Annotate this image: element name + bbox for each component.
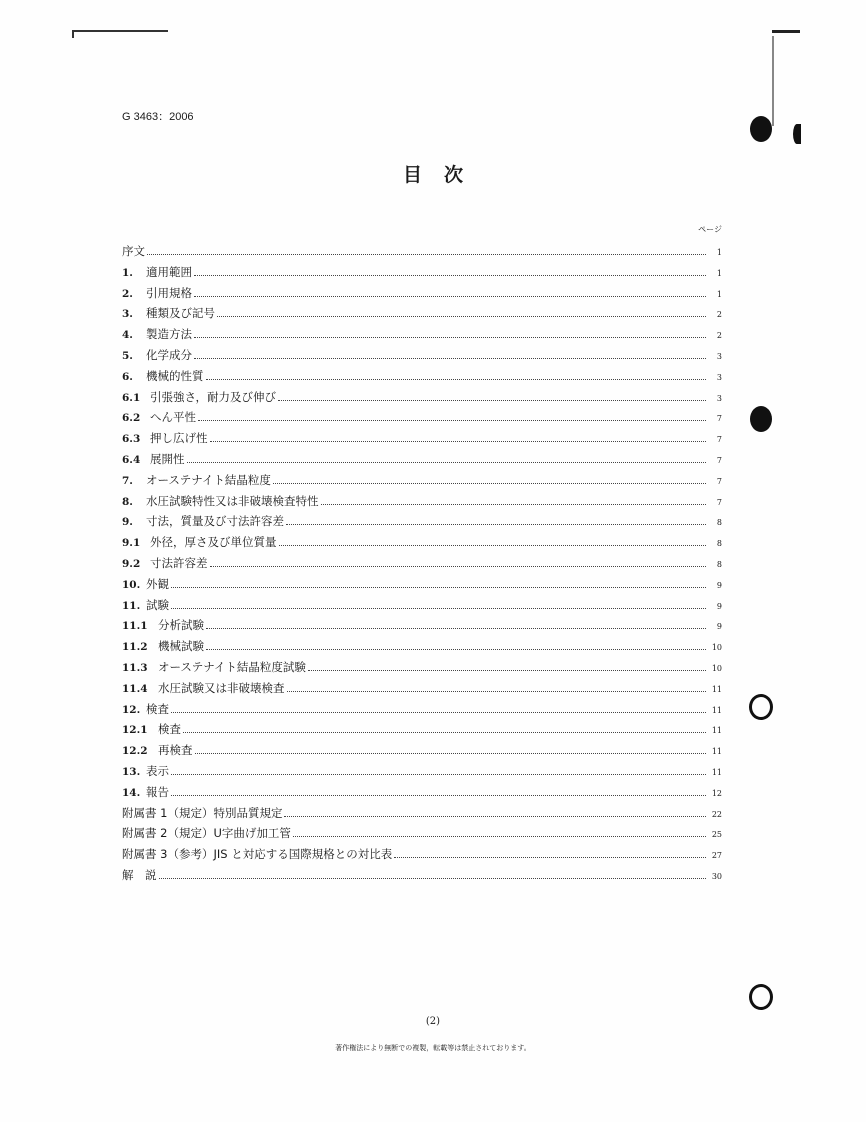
toc-leader-dots [321,504,707,505]
toc-entry-page: 7 [716,497,722,507]
toc-entry-label: 展開性 [150,451,185,466]
toc-entry [122,701,722,722]
toc-entry [122,513,722,534]
toc-entry-label: 附属書 3（参考）JIS と対応する国際規格との対比表 [122,847,393,862]
toc-entry-page: 10 [711,643,722,653]
toc-leader-dots [210,441,707,442]
binder-hole [750,406,772,432]
binder-hole-ring [749,694,773,720]
toc-entry-page: 7 [716,455,722,465]
toc-entry [122,659,722,680]
toc-entry-label: 分析試験 [158,618,204,633]
toc-entry-page: 11 [711,767,722,777]
toc-leader-dots [206,649,706,650]
toc-entry-page: 8 [716,559,722,569]
toc-entry [122,347,722,368]
toc-entry-number: 6. [122,370,133,383]
toc-leader-dots [147,254,706,255]
toc-leader-dots [194,337,706,338]
toc-leader-dots [210,566,707,567]
toc-entry-label: 適用範囲 [146,264,192,279]
toc-entry-page: 2 [716,310,722,320]
toc-entry [122,597,722,618]
toc-entry [122,243,722,264]
toc-entry-page: 30 [711,871,722,881]
toc-entry [122,680,722,701]
toc-entry-number: 9.2 [122,557,141,570]
toc-entry-page: 8 [716,518,722,528]
toc-entry [122,326,722,347]
toc-entry-label: 表示 [146,763,169,778]
toc-entry-page: 1 [716,268,722,278]
toc-entry-number: 6.1 [122,391,141,404]
toc-entry [122,534,722,555]
toc-entry-label: 外観 [146,576,169,591]
binder-hole [750,116,772,142]
toc-entry [122,472,722,493]
toc-entry-page: 22 [711,809,722,819]
toc-leader-dots [183,732,706,733]
toc-entry-number: 9.1 [122,537,141,550]
toc-entry-page: 25 [711,830,722,840]
toc-entry-page: 3 [716,351,722,361]
toc-leader-dots [171,774,706,775]
toc-leader-dots [171,608,706,609]
toc-leader-dots [194,358,706,359]
toc-entry [122,451,722,472]
toc-entry [122,389,722,410]
toc-entry-number: 6.2 [122,412,141,425]
scan-artifact-tick [72,30,74,38]
toc-entry-label: 再検査 [158,743,193,758]
page-column-label: ページ [698,225,722,234]
toc-entry-number: 11.2 [122,641,148,654]
toc-entry-page: 2 [716,331,722,341]
toc-leader-dots [187,462,707,463]
toc-entry [122,825,722,846]
toc-entry [122,805,722,826]
toc-entry-label: 検査 [146,701,169,716]
scan-artifact-edge [772,30,800,33]
toc-entry-label: オーステナイト結晶粒度 [146,472,271,487]
binder-hole-ring [749,984,773,1010]
toc-entry-number: 7. [122,474,133,487]
toc-entry [122,721,722,742]
toc-entry [122,368,722,389]
binder-hole-partial [793,124,801,144]
toc-entry-page: 11 [711,747,722,757]
toc-entry-label: 検査 [158,722,181,737]
toc-leader-dots [171,795,706,796]
toc-entry-number: 11.4 [122,682,148,695]
toc-leader-dots [194,275,706,276]
toc-entry-page: 10 [711,663,722,673]
toc-entry-label: 解 説 [122,867,157,882]
toc-entry-label: 水圧試験又は非破壊検査 [158,680,285,695]
toc-entry-number: 14. [122,786,141,799]
toc-entry-number: 11.3 [122,661,148,674]
toc-entry-label: 報告 [146,784,169,799]
toc-leader-dots [278,400,706,401]
toc-entry-page: 8 [716,539,722,549]
toc-entry [122,264,722,285]
toc-entry-number: 6.3 [122,433,141,446]
toc-leader-dots [279,545,707,546]
toc-entry-number: 11.1 [122,620,148,633]
toc-leader-dots [394,857,706,858]
toc-entry-label: 試験 [146,597,169,612]
toc-entry [122,430,722,451]
toc-leader-dots [195,753,707,754]
toc-leader-dots [287,691,707,692]
toc-leader-dots [206,628,706,629]
toc-entry-page: 12 [711,788,722,798]
toc-entry [122,867,722,888]
toc-entry-page: 7 [716,414,722,424]
toc-entry-page: 11 [711,684,722,694]
toc-entry-label: 製造方法 [146,327,192,342]
toc-entry-number: 5. [122,349,133,362]
toc-entry [122,784,722,805]
toc-entry-number: 9. [122,516,133,529]
scan-artifact-line [72,30,168,32]
toc-entry-label: へん平性 [150,410,196,425]
toc-leader-dots [217,316,706,317]
toc-entry-label: 外径，厚さ及び単位質量 [150,535,277,550]
toc-entry-label: 水圧試験特性又は非破壊検査特性 [146,493,319,508]
toc-entry-label: 押し広げ性 [150,431,208,446]
toc-entry-label: 引張強さ，耐力及び伸び [150,389,277,404]
toc-entry-page: 9 [716,622,722,632]
toc-entry-number: 12.2 [122,745,148,758]
toc-leader-dots [159,878,707,879]
toc-entry [122,305,722,326]
toc-entry-page: 7 [716,435,722,445]
toc-entry-label: 引用規格 [146,285,192,300]
toc-entry [122,763,722,784]
toc-entry-label: 附属書 2（規定）U字曲げ加工管 [122,826,291,841]
footer-page-number: (2) [425,1016,441,1027]
toc-entry-number: 13. [122,765,141,778]
toc-entry-number: 10. [122,578,141,591]
toc-entry-label: 機械的性質 [146,368,204,383]
toc-entry [122,576,722,597]
toc-entry-page: 3 [716,393,722,403]
toc-entry-page: 3 [716,372,722,382]
standard-number: G 3463：2006 [122,111,194,123]
toc-entry-label: 寸法許容差 [150,555,208,570]
toc-entry-page: 9 [716,580,722,590]
toc-entry-label: 化学成分 [146,347,192,362]
toc-entry [122,617,722,638]
toc-leader-dots [308,670,706,671]
toc-entry [122,846,722,867]
toc-leader-dots [206,379,707,380]
toc-entry-label: 機械試験 [158,639,204,654]
toc-entry-page: 27 [711,851,722,861]
toc-entry-page: 1 [716,289,722,299]
toc-leader-dots [284,816,706,817]
toc-entry [122,555,722,576]
toc-entry-page: 11 [711,726,722,736]
toc-entry-number: 2. [122,287,133,300]
toc-entry-label: オーステナイト結晶粒度試験 [158,659,306,674]
toc-entry [122,493,722,514]
toc-entry-label: 種類及び記号 [146,306,215,321]
toc-entry-number: 6.4 [122,453,141,466]
toc-entry-page: 1 [716,248,722,257]
toc-leader-dots [194,296,706,297]
toc-entry-number: 12. [122,703,141,716]
toc-entry-number: 4. [122,329,133,342]
toc-entry [122,285,722,306]
toc-entry [122,742,722,763]
toc-entry-label: 寸法，質量及び寸法許容差 [146,514,284,529]
table-of-contents [122,243,722,888]
toc-entry-label: 序文 [122,244,145,258]
toc-entry-number: 8. [122,495,133,508]
toc-entry-number: 11. [122,599,141,612]
toc-entry-number: 1. [122,266,133,279]
toc-entry-label: 附属書 1（規定）特別品質規定 [122,805,283,820]
toc-leader-dots [171,587,706,588]
page-title: 目次 [402,164,485,186]
toc-leader-dots [171,712,706,713]
toc-entry-number: 12.1 [122,724,148,737]
copyright-notice: 著作権法により無断での複製，転載等は禁止されております。 [335,1044,531,1052]
toc-leader-dots [286,524,706,525]
toc-entry [122,409,722,430]
scan-artifact-edge [772,36,774,126]
toc-entry [122,638,722,659]
toc-leader-dots [198,420,706,421]
toc-entry-page: 9 [716,601,722,611]
toc-entry-page: 7 [716,476,722,486]
toc-leader-dots [273,483,706,484]
toc-leader-dots [293,836,706,837]
toc-entry-page: 11 [711,705,722,715]
toc-entry-number: 3. [122,308,133,321]
